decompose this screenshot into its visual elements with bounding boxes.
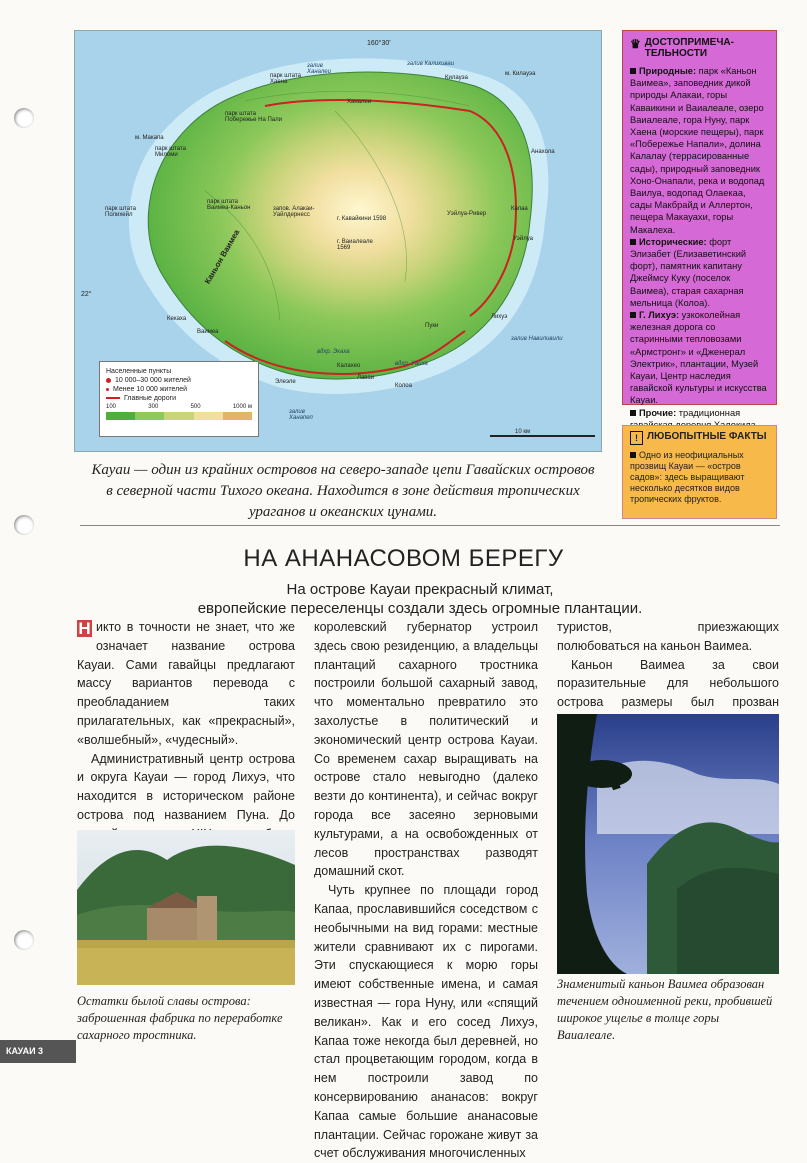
place-label: м. Килауэа (505, 71, 536, 77)
facts-box (622, 425, 777, 519)
map-scale: 10 км (515, 429, 531, 435)
article-column-2: королевский губернатор устроил здесь свою резиденцию, а владельцы плантаций сахарного тростника построили большой сахарный завод, что моментально превратило это захолустье в политический и экономический центр острова Кауаи. Со временем сахар выращивать на острове стало невыгодно (далеко везти до континента), и сейчас вокруг города все засеяно зерновыми культурами, а на освобожденных от лесов пространствах разводят домашний скот. Чуть крупнее по площади город Капаа, прославившийся соседством с необычными на вид горами: местные жители сравнивают их с пирогами. Эти спускающиеся к морю горы имеют собственные имена, и самая известная — гора Нуну, или «спящий великан». Как и его сосед Лихуэ, Капаа тоже некогда был деревней, но стал процветающим городом, когда в нем построили завод по консервированию ананасов: вокруг Капаа самые большие ананасовые плантации. Сейчас горожане живут за счет обслуживания многочисленных (314, 620, 538, 1161)
section-divider (80, 525, 780, 526)
sights-item: Исторические: форт Элизабет (Елизаветинский форт), памятник капитану Джеймсу Куку (поселок Ваимеа), старая сахарная мельница (Колоа). (630, 236, 747, 308)
place-label: Колоа (395, 383, 412, 389)
page-tab: КАУАИ 3 (0, 1040, 76, 1063)
article-subtitle: На острове Кауаи прекрасный климат, европейские переселенцы создали здесь огромные плантации. (197, 581, 643, 617)
place-label: Килауэа (445, 75, 468, 81)
binder-hole (14, 108, 34, 128)
place-label: м. Макапа (135, 135, 164, 141)
facts-text: Одно из неофициальных прозвищ Кауаи — «остров садов»: здесь выращивают несколько десятков видов тропических фруктов. (630, 450, 745, 504)
legend-elevation-scale (106, 412, 252, 420)
map-coord-top: 160°30' (367, 40, 391, 47)
place-label: парк штата Ваимеа-Каньон (207, 199, 251, 211)
sights-item: Прочие: традиционная (630, 407, 769, 431)
place-label: Лихуэ (491, 314, 508, 320)
legend-roads: Главные дороги (106, 395, 252, 402)
canyon-caption: Знаменитый каньон Ваимеа образован течением одноименной реки, пробившей широкое ущелье в толще горы Ваиалеале. (557, 977, 773, 1042)
canyon-photo (557, 714, 779, 974)
place-label: Капаа (511, 206, 528, 212)
place-label: Лаваи (357, 375, 375, 381)
place-label: вдхр. Уайха (395, 361, 428, 367)
article-column-3: туристов, приезжающих полюбоваться на каньон Ваимеа. Каньон Ваимеа за свои поразительные для небольшого острова размеры был прозван (557, 620, 779, 710)
factory-caption: Остатки былой славы острова: заброшенная фабрика по переработке сахарного тростника. (77, 994, 283, 1042)
crown-icon: ♛ (630, 37, 641, 51)
legend-small-towns: Менее 10 000 жителей (106, 386, 252, 393)
map-legend (99, 361, 259, 437)
factory-photo (77, 830, 295, 985)
place-label: парк штата Побережье На Пали (225, 111, 282, 123)
place-label: Уэйлуа-Ривер (447, 211, 487, 217)
sights-item: Природные: парк «Каньон Ваимеа», заповедник дикой природы Алакаи, горы Каваикини и Ваиалеале, озеро Ваиалеале, гора Нуну, парк Хаена (морские пещеры), парк «Побережье Напали», долина Калалау (террасированные сады), природный заповедник Хоно-Онапали, река и водопад Ваилуа, водопад Олаекаа, сады Макбрайд и Аллертон, пещера Макауахи, горы Макалеха. (630, 66, 765, 235)
place-label: Элеэлe (275, 379, 296, 385)
place-label: парк штата Миломи (155, 146, 186, 158)
exclamation-icon: ! (630, 431, 643, 445)
legend-elevations: 100 300 500 1000 м (106, 404, 252, 410)
place-label: запов. Алакаи-Уайлдернесс (273, 206, 315, 218)
place-label: г. Ваиалеале 1569 (337, 239, 373, 251)
place-label: Калахео (337, 363, 361, 369)
place-label: залив Ханапеп (289, 409, 313, 421)
article-column-1: Н икто в точности не знает, что же означает название острова Кауаи. Сами гавайцы предлагают массу вариантов перевода с преобладанием таких прилагательных, как «прекрасный», «волшебный», «чудесный». Административный центр острова и округа Кауаи — город Лихуэ, что находится в историческом районе острова под названием Пуна. До (77, 619, 295, 822)
place-label: вдхр. Экаха (317, 349, 350, 355)
sights-item: Г. Лихуэ: узкоколейная железная дорога со старинными тепловозами «Армстронг» и «Дженерал Электрик», плантации, Музей Кауаи, Центр наследия гавайской культуры и искусства Кауаи. (630, 310, 767, 406)
drop-cap: Н (78, 619, 91, 638)
article-title: НА АНАНАСОВОМ БЕРЕГУ (243, 545, 564, 572)
place-label: Каньон Ваимеа (203, 228, 242, 286)
map-coord-left: 22° (81, 291, 92, 298)
place-label: Анахола (531, 149, 555, 155)
sights-box (622, 30, 777, 418)
place-label: Уэйлуа (513, 236, 533, 242)
place-label: Ваимеа (197, 329, 219, 335)
place-label: Пуки (425, 323, 439, 329)
sights-title: ДОСТОПРИМЕЧА-ТЕЛЬНОСТИ (644, 37, 734, 59)
place-label: залив Навиливили (511, 336, 563, 342)
place-label: залив Ханалеи (307, 63, 331, 75)
place-label: Ханалеи (347, 99, 372, 105)
kauai-map (74, 30, 602, 452)
legend-large-towns: 10 000–30 000 жителей (106, 377, 252, 384)
map-caption: Кауаи — один из крайних островов на северо-западе цепи Гавайских островов в северной части Тихого океана. Находится в зоне действия тропических ураганов и океанских цунами. (91, 462, 595, 520)
binder-hole (14, 930, 34, 950)
place-label: залив Калихиваи (407, 61, 455, 67)
facts-title: ЛЮБОПЫТНЫЕ ФАКТЫ (647, 431, 767, 442)
place-label: парк штата Полихейл (105, 206, 136, 218)
binder-hole (14, 515, 34, 535)
place-label: парк штата Хаена (270, 73, 301, 85)
legend-title: Населенные пункты (106, 368, 172, 375)
place-label: г. Кавайкини 1598 (337, 216, 387, 222)
place-label: Кекаха (167, 316, 187, 322)
